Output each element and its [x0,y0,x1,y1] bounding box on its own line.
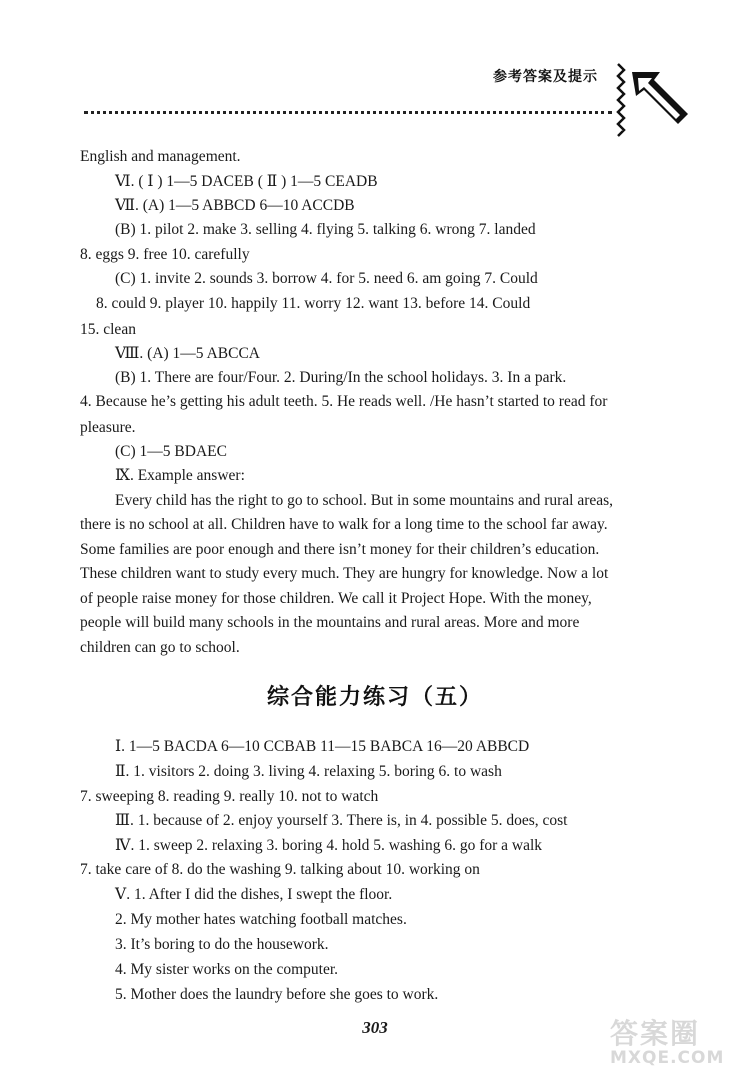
essay-line: Every child has the right to go to school. But in some mountains and rural areas, [115,492,614,509]
text-line: Ⅵ. ( Ⅰ ) 1—5 DACEB ( Ⅱ ) 1—5 CEADB [115,173,378,190]
text-line: Ⅷ. (A) 1—5 ABCCA [115,345,260,362]
text-line: pleasure. [80,419,136,436]
text-line: 2. My mother hates watching football matches. [115,911,407,928]
text-line: 15. clean [80,321,136,338]
text-line: 8. could 9. player 10. happily 11. worry 12. want 13. before 14. Could [96,295,531,312]
text-line: 8. eggs 9. free 10. carefully [80,246,250,263]
text-line: Ⅳ. 1. sweep 2. relaxing 3. boring 4. hold 5. washing 6. go for a walk [115,837,543,854]
watermark-bottom: MXQE.COM [610,1048,725,1068]
watermark-top: 答案圈 [610,1017,701,1050]
text-line: 4. Because he’s getting his adult teeth. 5. He reads well. /He hasn’t started to read for [80,393,608,410]
text-line: Ⅸ. Example answer: [115,467,245,484]
watermark-logo [610,1012,742,1070]
text-line: Ⅱ. 1. visitors 2. doing 3. living 4. relaxing 5. boring 6. to wash [115,763,502,780]
text-line: (B) 1. There are four/Four. 2. During/In the school holidays. 3. In a park. [115,369,567,386]
text-line: Ⅰ. 1—5 BACDA 6—10 CCBAB 11—15 BABCA 16—20 ABBCD [115,738,530,755]
text-line: Ⅶ. (A) 1—5 ABBCD 6—10 ACCDB [115,197,355,214]
text-line: (B) 1. pilot 2. make 3. selling 4. flying 5. talking 6. wrong 7. landed [115,221,536,238]
text-line: (C) 1. invite 2. sounds 3. borrow 4. for 5. need 6. am going 7. Could [115,270,538,287]
essay-line: These children want to study every much. They are hungry for knowledge. Now a lot [80,565,609,582]
essay-line: of people raise money for those children. We call it Project Hope. With the money, [80,590,592,607]
essay-line: Some families are poor enough and there isn’t money for their children’s education. [80,541,600,558]
text-line: 4. My sister works on the computer. [115,961,339,978]
text-line: 5. Mother does the laundry before she goes to work. [115,986,439,1003]
page-number: 303 [362,1018,388,1037]
essay-line: there is no school at all. Children have to walk for a long time to the school far away. [80,516,608,533]
header-title: 参考答案及提示 [493,69,598,85]
text-line: 7. sweeping 8. reading 9. really 10. not to watch [80,788,379,805]
section-title: 综合能力练习（五） [266,685,483,710]
essay-line: people will build many schools in the mountains and rural areas. More and more [80,614,580,631]
text-line: (C) 1—5 BDAEC [115,443,227,460]
text-line: Ⅴ. 1. After I did the dishes, I swept the floor. [115,886,393,903]
text-line: 3. It’s boring to do the housework. [115,936,329,953]
text-line: 7. take care of 8. do the washing 9. talking about 10. working on [80,861,480,878]
text-line: Ⅲ. 1. because of 2. enjoy yourself 3. There is, in 4. possible 5. does, cost [115,812,568,829]
essay-line: children can go to school. [80,639,240,656]
text-line: English and management. [80,148,241,165]
